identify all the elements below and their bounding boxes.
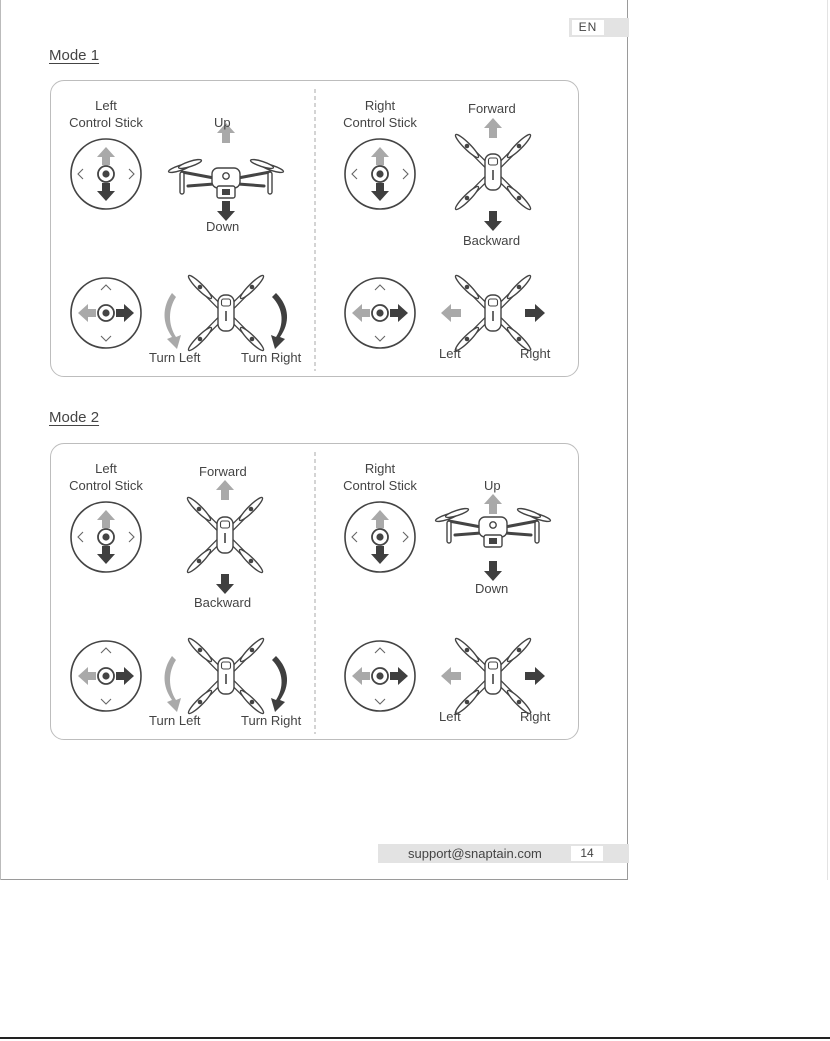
drone-side-view-icon <box>168 158 284 198</box>
page-number: 14 <box>571 846 603 861</box>
drone-top-view-icon <box>453 132 532 211</box>
drone-top-view-icon <box>185 495 264 574</box>
down-label: Down <box>206 219 240 234</box>
left-stick-label <box>51 97 161 131</box>
right-label: Right <box>520 346 551 361</box>
rotate-left-icon <box>165 656 182 712</box>
arrow-right-icon <box>525 304 545 322</box>
turn-right-label: Turn Right <box>241 350 302 365</box>
stick-label-line: Left Control Stick <box>69 98 143 130</box>
page-bottom-rule <box>0 1037 830 1039</box>
right-stick-horizontal-icon <box>345 278 415 348</box>
left-label: Left <box>439 346 461 361</box>
arrow-left-icon <box>441 304 461 322</box>
support-email[interactable]: support@snaptain.com <box>408 846 542 861</box>
right-label: Right <box>520 709 551 724</box>
stick-label-line: Right Control Stick <box>343 461 417 493</box>
arrow-down-icon <box>484 561 502 581</box>
mode-2-title: Mode 2 <box>49 409 100 426</box>
arrow-backward-icon <box>216 574 234 594</box>
right-stick-label <box>325 97 435 131</box>
turn-left-label: Turn Left <box>149 713 201 728</box>
language-label: EN <box>572 20 604 35</box>
up-label: Up <box>214 115 231 130</box>
arrow-left-icon <box>441 667 461 685</box>
mode-1-panel <box>50 80 579 377</box>
forward-label: Forward <box>468 101 516 116</box>
rotate-right-icon <box>271 656 287 712</box>
arrow-forward-icon <box>484 118 502 138</box>
backward-label: Backward <box>463 233 521 248</box>
turn-right-label: Turn Right <box>241 713 302 728</box>
mode-2-panel <box>50 443 579 740</box>
language-badge <box>569 18 629 37</box>
up-label: Up <box>484 478 501 493</box>
drone-top-view-icon <box>453 273 532 352</box>
left-stick-horizontal-icon <box>71 278 141 348</box>
arrow-right-icon <box>525 667 545 685</box>
stick-label-line: Right Control Stick <box>343 98 417 130</box>
page-right-rule <box>827 0 828 880</box>
left-stick-vertical-icon <box>71 502 141 572</box>
left-stick-horizontal-icon <box>71 641 141 711</box>
drone-top-view-icon <box>453 636 532 715</box>
rotate-left-icon <box>165 293 182 349</box>
mode-1-title: Mode 1 <box>49 47 100 64</box>
turn-left-label: Turn Left <box>149 350 201 365</box>
left-stick-label <box>51 460 161 494</box>
drone-top-view-icon <box>186 273 265 352</box>
arrow-backward-icon <box>484 211 502 231</box>
arrow-up-icon <box>484 494 502 514</box>
right-stick-horizontal-icon <box>345 641 415 711</box>
footer-bar <box>378 844 629 863</box>
left-stick-vertical-icon <box>71 139 141 209</box>
right-stick-label <box>325 460 435 494</box>
page-left-edge <box>0 0 1 880</box>
down-label: Down <box>475 581 509 596</box>
arrow-forward-icon <box>216 480 234 500</box>
forward-label: Forward <box>199 464 247 479</box>
rotate-right-icon <box>271 293 287 349</box>
drone-top-view-icon <box>186 636 265 715</box>
backward-label: Backward <box>194 595 252 610</box>
stick-label-line: Left Control Stick <box>69 461 143 493</box>
right-stick-vertical-icon <box>345 502 415 572</box>
right-stick-vertical-icon <box>345 139 415 209</box>
left-label: Left <box>439 709 461 724</box>
